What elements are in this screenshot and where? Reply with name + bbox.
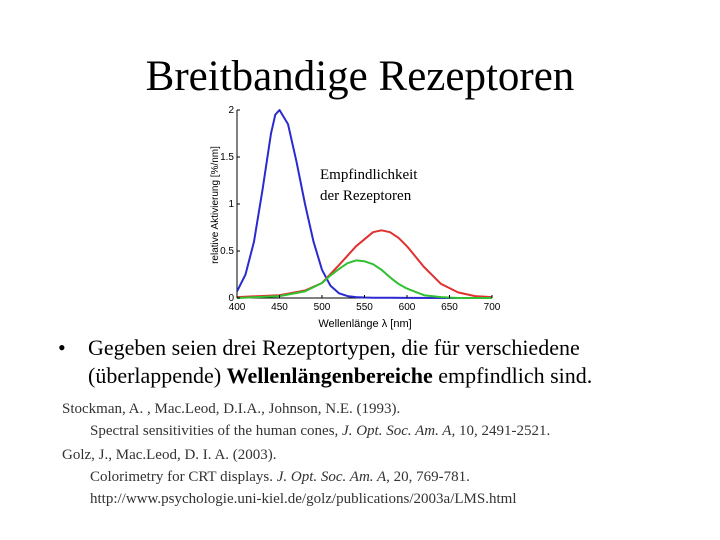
reference-1-journal: J. Opt. Soc. Am. A, [342, 423, 456, 439]
bullet-text [58, 334, 698, 390]
bullet-text-before: Gegeben seien drei Rezeptortypen, die für verschiedene (überlappende) [88, 335, 580, 388]
chart-y-axis-label: relative Aktivierung [%/nm] [210, 146, 221, 264]
chart-y-tick-label: 0 [228, 293, 234, 304]
chart-x-tick-label: 650 [441, 302, 458, 313]
chart-ticks [220, 105, 501, 313]
reference-2-pages: , 20, 769-781. [386, 469, 470, 485]
chart-x-tick-label: 600 [398, 302, 416, 313]
chart-series-line-3 [237, 260, 492, 298]
chart-y-tick-label: 1 [228, 199, 234, 210]
chart-x-tick-label: 450 [271, 302, 288, 313]
chart-x-tick-label: 400 [228, 302, 246, 313]
reference-2-authors: Golz, J., Mac.Leod, D. I. A. (2003). [62, 447, 277, 463]
bullet-symbol: • [58, 335, 66, 360]
reference-1 [62, 398, 702, 442]
chart-x-tick-label: 550 [356, 302, 373, 313]
slide-title: Breitbandige Rezeptoren [145, 53, 575, 100]
reference-2-title: Colorimetry for CRT displays. [90, 469, 277, 485]
reference-2-citation [62, 466, 702, 488]
chart-annotation-line1: Empfindlichkeit [320, 167, 418, 183]
reference-2-journal: J. Opt. Soc. Am. A [276, 469, 387, 485]
chart-y-tick-label: 2 [228, 105, 234, 116]
chart-x-tick-label: 500 [313, 302, 331, 313]
reference-1-title: Spectral sensitivities of the human cones, [90, 423, 343, 439]
chart-x-tick-label: 700 [483, 302, 501, 313]
bullet-text-after: empfindlich sind. [432, 363, 593, 388]
bullet-point [58, 334, 698, 390]
reference-1-citation [62, 420, 702, 442]
chart-series-line-2 [237, 230, 492, 297]
chart-annotation [320, 165, 450, 207]
chart-y-tick-label: 1.5 [220, 152, 234, 163]
reference-1-authors: Stockman, A. , Mac.Leod, D.I.A., Johnson, N.E. (1993). [62, 401, 401, 417]
reference-2-url[interactable]: http://www.psychologie.uni-kiel.de/golz/publications/2003a/LMS.html [90, 491, 517, 507]
chart-annotation-line2: der Rezeptoren [320, 188, 412, 204]
chart-y-tick-label: 0.5 [220, 246, 234, 257]
reference-1-pages: 10, 2491-2521. [455, 423, 551, 439]
chart-x-axis-label: Wellenlänge λ [nm] [318, 318, 412, 330]
references [62, 398, 702, 512]
bullet-text-bold: Wellenlängenbereiche [226, 363, 433, 388]
sensitivity-chart [200, 100, 510, 330]
reference-2 [62, 444, 702, 510]
